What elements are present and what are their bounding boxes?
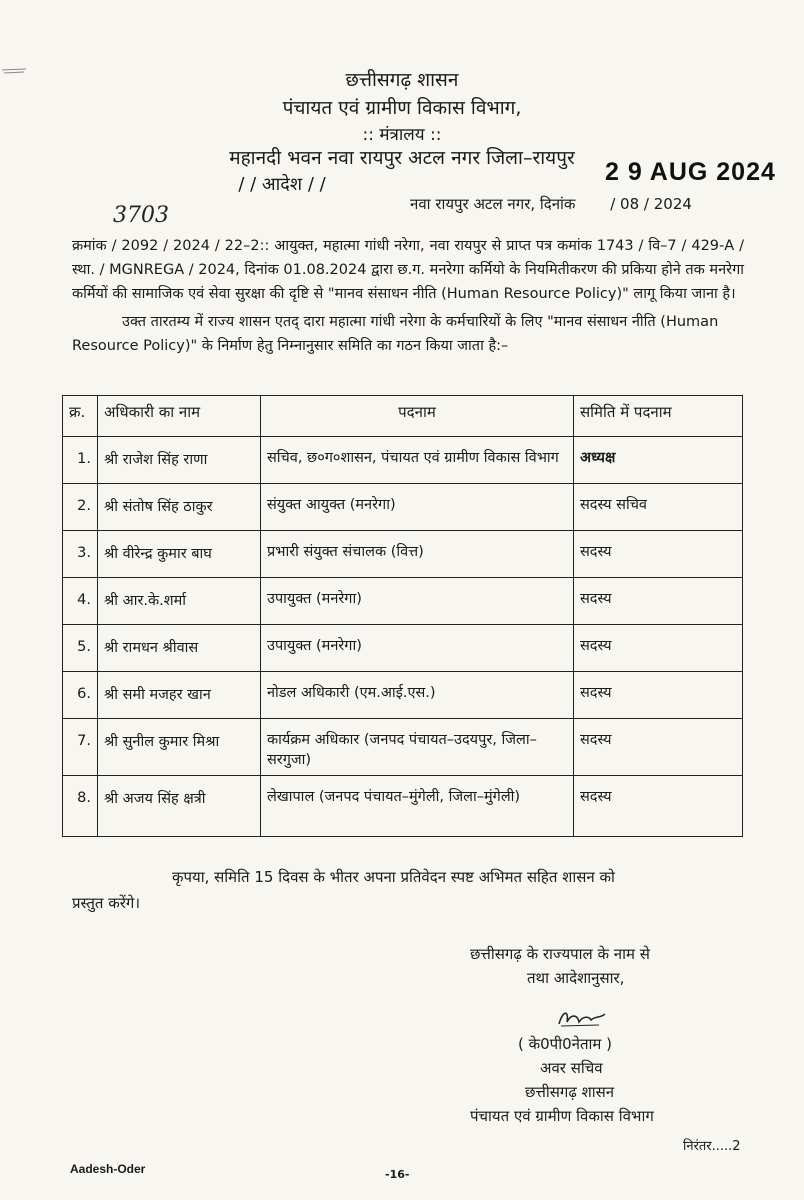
place-label: नवा रायपुर अटल नगर, दिनांक [410, 195, 576, 213]
table-row [63, 531, 743, 578]
order-paragraph [72, 310, 744, 358]
closing-first: कृपया, समिति 15 दिवस के भीतर अपना प्रतिवेदन स्पष्ट अभिमत सहित शासन को [172, 868, 615, 886]
header-department: पंचायत एवं ग्रामीण विकास विभाग, [282, 97, 522, 119]
signatory-org: छत्तीसगढ़ शासन [525, 1083, 615, 1101]
officer-designation: नोडल अधिकारी (एम.आई.एस.) [261, 672, 574, 719]
header-order-title: / / आदेश / / [238, 174, 326, 195]
handwritten-signature [555, 1008, 607, 1030]
officer-name: श्री रामधन श्रीवास [98, 625, 261, 672]
officer-designation: प्रभारी संयुक्त संचालक (वित्त) [261, 531, 574, 578]
row-number: 8. [63, 776, 98, 837]
signatory-department: पंचायत एवं ग्रामीण विकास विभाग [470, 1107, 654, 1125]
row-number: 7. [63, 719, 98, 776]
officer-name: श्री सुनील कुमार मिश्रा [98, 719, 261, 776]
row-number: 6. [63, 672, 98, 719]
date-stamp: 2 9 AUG 2024 [605, 158, 776, 186]
date-value: / 08 / 2024 [610, 195, 692, 213]
row-number: 1. [63, 437, 98, 484]
officer-name: श्री वीरेन्द्र कुमार बाघ [98, 531, 261, 578]
header-ministry: :: मंत्रालय :: [362, 125, 442, 145]
signature-order-line: तथा आदेशानुसार, [527, 969, 625, 987]
officer-designation: संयुक्त आयुक्त (मनरेगा) [261, 484, 574, 531]
committee-role: सदस्य [574, 531, 743, 578]
officer-designation: सचिव, छ०ग०शासन, पंचायत एवं ग्रामीण विकास विभाग [261, 437, 574, 484]
officer-name: श्री संतोष सिंह ठाकुर [98, 484, 261, 531]
committee-role: सदस्य [574, 672, 743, 719]
row-number: 4. [63, 578, 98, 625]
order-paragraph-first: उक्त तारतम्य में राज्य शासन एतद् दारा महात्मा गांधी नरेगा के कर्मचारियों के लिए [122, 314, 543, 330]
header-government: छत्तीसगढ़ शासन [345, 69, 459, 91]
officer-name: श्री समी मजहर खान [98, 672, 261, 719]
committee-role: सदस्य [574, 719, 743, 776]
reference-paragraph: क्रमांक / 2092 / 2024 / 22–2:: आयुक्त, महात्मा गांधी नरेगा, नवा रायपुर से प्राप्त पत्र कमांक 1743 / वि–7 / 429-A / स्था. / MGNREGA / 2024, दिनांक 01.08.2024 द्वारा छ.ग. मनरेगा कर्मियो के नियमितीकरण की प्रकिया होने तक मनरेगा कर्मियों की सामाजिक एवं सेवा सुरक्षा की दृष्टि से "मानव संसाधन नीति (Human Resource Policy)" लागू किया जाना है। [72, 238, 744, 302]
signature-governor-line: छत्तीसगढ़ के राज्यपाल के नाम से [470, 945, 650, 963]
order-paragraph-rest: "मानव संसाधन नीति (Human Resource Policy)" के निर्माण हेतु निम्नानुसार समिति का गठन किया जाता है:– [72, 314, 719, 354]
footer-page-number: -16- [385, 1168, 410, 1181]
officer-designation: कार्यक्रम अधिकार (जनपद पंचायत–उदयपुर, जिला–सरगुजा) [261, 719, 574, 776]
row-number: 5. [63, 625, 98, 672]
signatory-title: अवर सचिव [540, 1059, 603, 1077]
table-row [63, 484, 743, 531]
table-row [63, 578, 743, 625]
table-header-row [63, 396, 743, 437]
table-row [63, 672, 743, 719]
header-committee-role: समिति में पदनाम [574, 396, 743, 437]
committee-role: अध्यक्ष [574, 437, 743, 484]
committee-role: सदस्य [574, 776, 743, 837]
table-row [63, 776, 743, 837]
officer-designation: लेखापाल (जनपद पंचायत–मुंगेली, जिला–मुंगेली) [261, 776, 574, 837]
row-number: 3. [63, 531, 98, 578]
officer-name: श्री राजेश सिंह राणा [98, 437, 261, 484]
signatory-name: ( के0पी0नेताम ) [518, 1035, 612, 1053]
header-officer-name: अधिकारी का नाम [98, 396, 261, 437]
officer-name: श्री आर.के.शर्मा [98, 578, 261, 625]
officer-designation: उपायुक्त (मनरेगा) [261, 625, 574, 672]
table-row [63, 625, 743, 672]
row-number: 2. [63, 484, 98, 531]
committee-table [62, 395, 743, 837]
continued-note: निरंतर.....2 [683, 1139, 741, 1154]
committee-role: सदस्य [574, 578, 743, 625]
header-serial: क्र. [63, 396, 98, 437]
header-designation: पदनाम [261, 396, 574, 437]
closing-rest: प्रस्तुत करेंगे। [72, 894, 141, 912]
committee-role: सदस्य सचिव [574, 484, 743, 531]
table-row [63, 719, 743, 776]
place-date-line [410, 194, 692, 214]
committee-role: सदस्य [574, 625, 743, 672]
closing-paragraph [72, 864, 744, 916]
table-row [63, 437, 743, 484]
handwritten-number: 3703 [113, 203, 169, 228]
officer-name: श्री अजय सिंह क्षत्री [98, 776, 261, 837]
footer-file-label: Aadesh-Oder [70, 1162, 146, 1176]
officer-designation: उपायुक्त (मनरेगा) [261, 578, 574, 625]
header-address: महानदी भवन नवा रायपुर अटल नगर जिला–रायपुर [229, 147, 575, 169]
